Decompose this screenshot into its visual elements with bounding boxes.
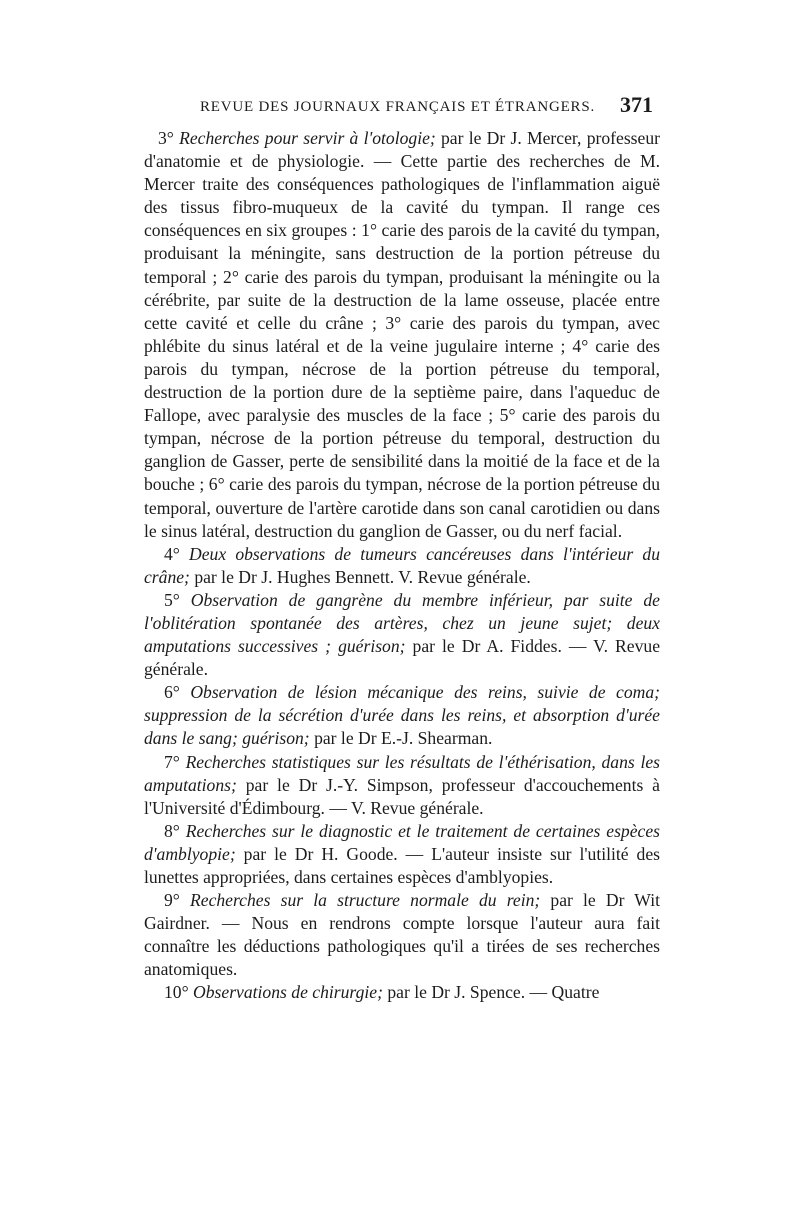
- item-text: par le Dr Wit Gairdner. — Nous en rendrons compte lorsque l'auteur aura fait connaître les déductions pathologiques qu'il a tirées de ses recherches anatomiques.: [144, 890, 660, 980]
- list-item: [144, 589, 660, 681]
- item-title: Observation de gangrène du membre inférieur, par suite de l'oblitération spontanée des artères, chez un jeune sujet; deux amputations successives ; guérison;: [144, 589, 660, 657]
- list-item: [144, 543, 660, 589]
- item-number: 3°: [158, 128, 174, 148]
- item-text: par le Dr H. Goode. — L'auteur insiste sur l'utilité des lunettes appropriées, dans certaines espèces d'amblyopies.: [144, 843, 660, 887]
- item-title: Recherches pour servir à l'otologie;: [179, 128, 436, 148]
- item-text: par le Dr J. Hughes Bennett. V. Revue générale.: [189, 566, 531, 587]
- body-text: [144, 127, 660, 1005]
- item-number: 4°: [164, 543, 180, 564]
- item-title: Recherches sur la structure normale du rein;: [190, 890, 541, 911]
- list-item: [144, 820, 660, 889]
- item-text: par le Dr J. Mercer, professeur d'anatomie et de physiologie. — Cette partie des recherches de M. Mercer traite des conséquences pathologiques de l'inflammation aiguë des tissus fibro-muqueux de la cavité du tympan. Il range ces conséquences en six groupes : 1° carie des parois de la cavité du tympan, produisant la méningite, sans destruction de la portion pétreuse du temporal ; 2° carie des parois du tympan, produisant la méningite ou la cérébrite, par suite de la destruction de la lame osseuse, placée entre cette cavité et celle du crâne ; 3° carie des parois du tympan, avec phlébite du sinus latéral et de la veine jugulaire interne ; 4° carie des parois du tympan, nécrose de la portion pétreuse du temporal, destruction de la portion dure de la septième paire, dans l'aqueduc de Fallope, avec paralysie des muscles de la face ; 5° carie des parois du tympan, nécrose de la portion pétreuse du temporal, destruction du ganglion de Gasser, perte de sensibilité dans la moitié de la face et de la bouche ; 6° carie des parois du tympan, nécrose de la portion pétreuse du temporal, ouverture de l'artère carotide dans son canal carotidien ou dans le sinus latéral, destruction du ganglion de Gasser, ou du nerf facial.: [144, 128, 660, 541]
- item-title: Observations de chirurgie;: [193, 982, 383, 1003]
- item-number: 10°: [164, 982, 189, 1003]
- item-title: Observation de lésion mécanique des reins, suivie de coma; suppression de la sécrétion d'urée dans les reins, et absorption d'urée dans le sang; guérison;: [144, 682, 660, 749]
- list-item: [144, 127, 660, 543]
- item-number: 9°: [164, 890, 180, 911]
- item-text: par le Dr J.-Y. Simpson, professeur d'accouchements à l'Université d'Édimbourg. — V. Revue générale.: [144, 774, 660, 818]
- page-number: 371: [620, 92, 653, 117]
- item-number: 7°: [164, 751, 180, 772]
- item-text: par le Dr J. Spence. — Quatre: [382, 982, 600, 1003]
- list-item: [144, 751, 660, 820]
- running-head: REVUE DES JOURNAUX FRANÇAIS ET ÉTRANGERS.: [200, 99, 596, 115]
- item-text: par le Dr E.-J. Shearman.: [309, 728, 493, 749]
- list-item: [144, 889, 660, 981]
- page-header: [0, 94, 800, 124]
- item-number: 6°: [164, 682, 180, 703]
- item-text: par le Dr A. Fiddes. — V. Revue générale.: [144, 636, 660, 680]
- item-number: 8°: [164, 820, 180, 841]
- item-title: Recherches statistiques sur les résultats de l'éthérisation, dans les amputations;: [144, 751, 660, 795]
- item-number: 5°: [164, 589, 180, 610]
- list-item: [144, 981, 660, 1004]
- item-title: Recherches sur le diagnostic et le traitement de certaines espèces d'amblyopie;: [144, 820, 660, 864]
- item-title: Deux observations de tumeurs cancéreuses dans l'intérieur du crâne;: [144, 543, 660, 587]
- list-item: [144, 681, 660, 750]
